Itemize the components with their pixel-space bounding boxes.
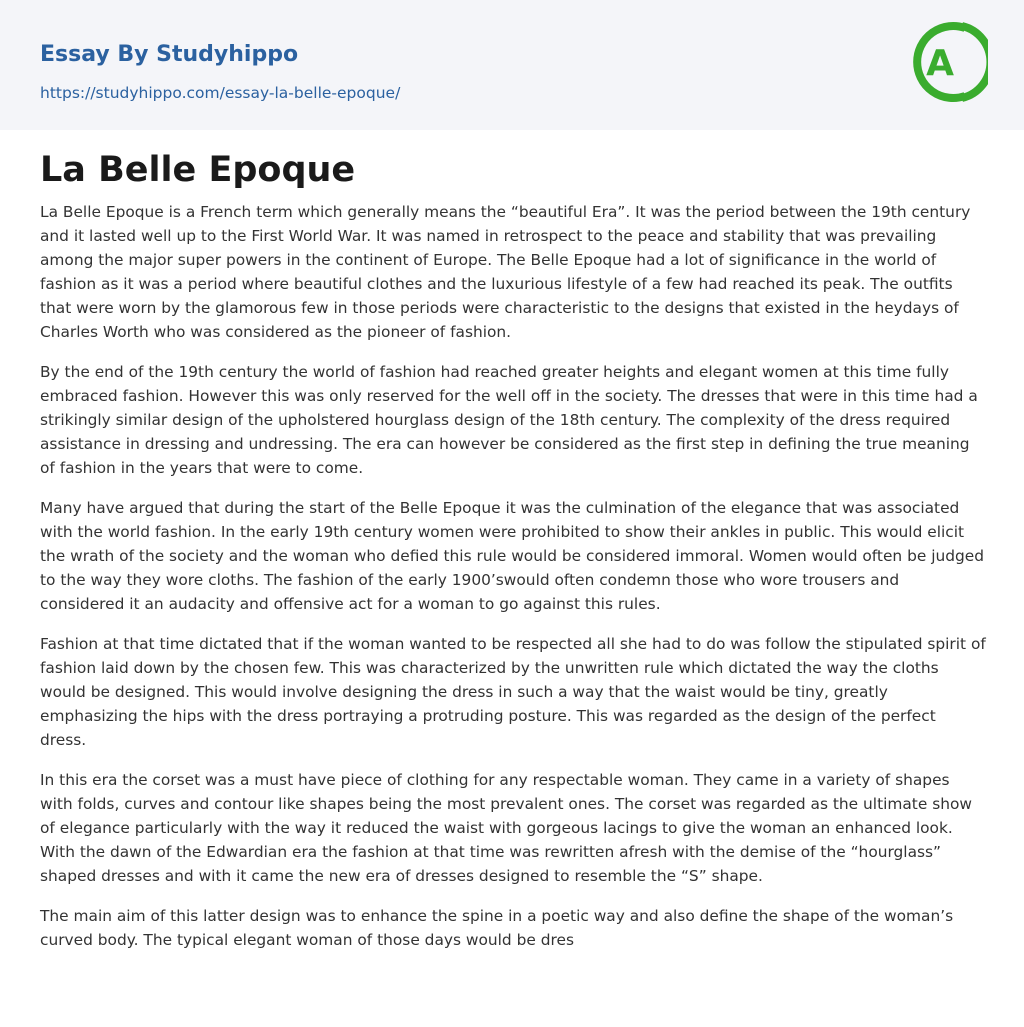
article-paragraph-1: La Belle Epoque is a French term which generally means the “beautiful Era”. It was the period between the 19th century and it lasted well up to the First World War. It was named in retrospect to the peace and stability that was prevailing among the major super powers in the continent of Europe. The Belle Epoque had a lot of significance in the world of fashion as it was a period where beautiful clothes and the luxurious lifestyle of a few had reached its peak. The outfits that were worn by the glamorous few in those periods were characteristic to the designs that existed in the heydays of Charles Worth who was considered as the pioneer of fashion. bbox=[40, 203, 971, 341]
article-paragraph-4: Fashion at that time dictated that if the woman wanted to be respected all she had to do was follow the stipulated spirit of fashion laid down by the chosen few. This was characterized by the unwritten rule which dictated the way the cloths would be designed. This would involve designing the dress in such a way that the waist would be tiny, greatly emphasizing the hips with the dress portraying a protruding posture. This was regarded as the design of the perfect dress. bbox=[40, 635, 986, 749]
site-header bbox=[0, 0, 1024, 130]
article-paragraph-5: In this era the corset was a must have piece of clothing for any respectable woman. They came in a variety of shapes with folds, curves and contour like shapes being the most prevalent ones. The corset was regarded as the ultimate show of elegance particularly with the way it reduced the waist with gorgeous lacings to give the woman an enhanced look. With the dawn of the Edwardian era the fashion at that time was rewritten afresh with the demise of the “hourglass” shaped dresses and with it came the new era of dresses designed to resemble the “S” shape. bbox=[40, 771, 972, 885]
site-brand[interactable]: Essay By Studyhippo bbox=[40, 42, 299, 67]
article bbox=[40, 140, 986, 968]
article-paragraph-3: Many have argued that during the start of the Belle Epoque it was the culmination of the elegance that was associated with the world fashion. In the early 19th century women were prohibited to show their ankles in public. This would elicit the wrath of the society and the woman who defied this rule would be considered immoral. Women would often be judged to the way they wore cloths. The fashion of the early 1900’swould often condemn those who wore trousers and considered it an audacity and offensive act for a woman to go against this rules. bbox=[40, 499, 985, 613]
article-title: La Belle Epoque bbox=[40, 150, 356, 190]
logo-letter: A bbox=[926, 43, 954, 84]
studyhippo-logo-icon[interactable] bbox=[910, 18, 988, 106]
article-paragraph-6: The main aim of this latter design was to enhance the spine in a poetic way and also define the shape of the woman’s curved body. The typical elegant woman of those days would be dres bbox=[40, 907, 954, 949]
article-paragraph-2: By the end of the 19th century the world of fashion had reached greater heights and elegant women at this time fully embraced fashion. However this was only reserved for the well off in the society. The dresses that were in this time had a strikingly similar design of the upholstered hourglass design of the 18th century. The complexity of the dress required assistance in dressing and undressing. The era can however be considered as the first step in defining the true meaning of fashion in the years that were to come. bbox=[40, 363, 978, 477]
source-url-link[interactable]: https://studyhippo.com/essay-la-belle-epoque/ bbox=[40, 84, 401, 102]
